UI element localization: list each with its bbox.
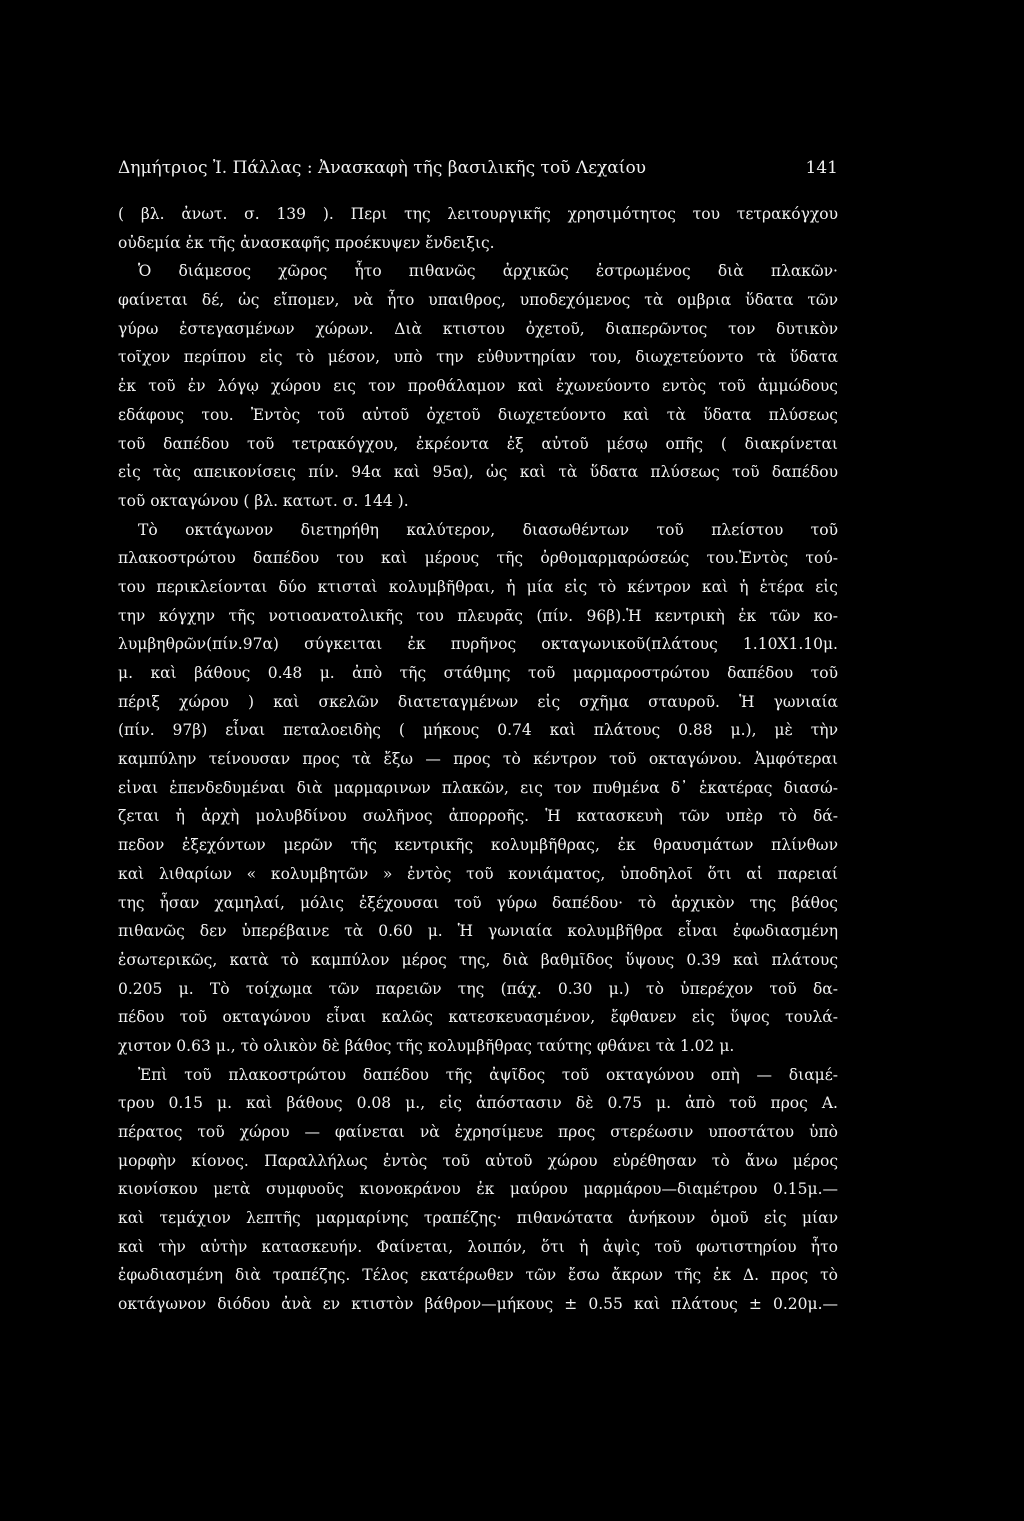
text-line: γύρω ἐστεγασμένων χώρων. Διὰ κτιστου ὀχετοῦ, διαπερῶντος τον δυτικὸν [118, 319, 838, 338]
text-line: (πίν. 97β) εἶναι πεταλοειδὴς ( μήκους 0.74 καὶ πλάτους 0.88 μ.), μὲ τὴν [118, 721, 838, 740]
text-line: τοῖχον περίπου εἰς τὸ μέσον, υπὸ την εὐθυντηρίαν του, διωχετεύοντο τὰ ὕδατα [118, 348, 838, 367]
text-line: Τὸ οκτάγωνον διετηρήθη καλύτερον, διασωθέντων τοῦ πλείστου τοῦ [138, 520, 838, 539]
text-line: εδάφους του. Ἐντὸς τοῦ αὐτοῦ ὀχετοῦ διωχετεύοντο καὶ τὰ ὕδατα πλύσεως [118, 405, 838, 424]
running-title: Δημήτριος Ἰ. Πάλλας : Ἀνασκαφὴ τῆς βασιλικῆς τοῦ Λεχαίου [118, 158, 647, 178]
text-line: καὶ λιθαρίων « κολυμβητῶν » ἐντὸς τοῦ κονιάματος, ὑποδηλοῖ ὅτι αἱ παρειαί [118, 864, 838, 883]
body-text [118, 200, 838, 1319]
text-line: ἐσωτερικῶς, κατὰ τὸ καμπύλον μέρος της, διὰ βαθμῖδος ὕψους 0.39 καὶ πλάτους [118, 950, 838, 969]
text-line: ἐφωδιασμένη διὰ τραπέζης. Τέλος εκατέρωθεν τῶν ἔσω ἄκρων τῆς ἐκ Δ. προς τὸ [118, 1266, 838, 1285]
text-line: οκτάγωνον διόδου ἀνὰ εν κτιστὸν βάθρον—μήκους ± 0.55 καὶ πλάτους ± 0.20μ.— [118, 1295, 838, 1314]
text-line: εἰς τὰς απεικονίσεις πίν. 94α καὶ 95α), ὡς καὶ τὰ ὕδατα πλύσεως τοῦ δαπέδου [118, 463, 838, 482]
text-line: ( βλ. ἀνωτ. σ. 139 ). Περι της λειτουργικῆς χρησιμότητος του τετρακόγχου [118, 205, 838, 223]
text-line: ἐκ τοῦ ἐν λόγῳ χώρου εις τον προθάλαμον καὶ ἐχωνεύοντο εντὸς τοῦ ἀμμώδους [118, 377, 838, 396]
text-line: πλακοστρώτου δαπέδου του καὶ μέρους τῆς ὀρθομαρμαρώσεώς του.Ἐντὸς τού- [118, 549, 838, 568]
text-line: ζεται ἡ ἀρχὴ μολυβδίνου σωλῆνος ἀπορροῆς. Ἡ κατασκευὴ τῶν υπὲρ τὸ δά- [118, 807, 838, 826]
text-line: μ. καὶ βάθους 0.48 μ. ἀπὸ τῆς στάθμης τοῦ μαρμαροστρώτου δαπέδου τοῦ [118, 664, 838, 682]
running-header [118, 153, 838, 183]
text-line: μορφὴν κίονος. Παραλλήλως ἐντὸς τοῦ αὐτοῦ χώρου εὑρέθησαν τὸ ἄνω μέρος [118, 1151, 838, 1170]
text-line: πέδου τοῦ οκταγώνου εἶναι καλῶς κατεσκευασμένον, ἔφθανεν εἰς ὕψος τουλά- [118, 1008, 838, 1027]
text-line: την κόγχην τῆς νοτιοανατολικῆς του πλευρᾶς (πίν. 96β).Ἡ κεντρικὴ ἐκ τῶν κο- [118, 606, 838, 625]
text-line: της ἦσαν χαμηλαί, μόλις ἐξέχουσαι τοῦ γύρω δαπέδου· τὸ ἀρχικὸν της βάθος [118, 893, 838, 912]
text-line: πέρατος τοῦ χώρου — φαίνεται νὰ ἐχρησίμευε προς στερέωσιν υποστάτου ὑπὸ [118, 1123, 838, 1141]
text-line: Ἐπὶ τοῦ πλακοστρώτου δαπέδου τῆς ἀψῖδος τοῦ οκταγώνου οπὴ — διαμέ- [138, 1065, 838, 1084]
text-line: πιθανῶς δεν ὑπερέβαινε τὰ 0.60 μ. Ἡ γωνιαία κολυμβῆθρα εἶναι ἐφωδιασμένη [118, 922, 838, 941]
text-line: φαίνεται δέ, ὡς εἴπομεν, νὰ ἦτο υπαιθρος, υποδεχόμενος τὰ ομβρια ὕδατα τῶν [118, 291, 838, 310]
text-line: εἰναι ἐπενδεδυμέναι διὰ μαρμαρινων πλακῶν, εις τον πυθμένα δ᾽ ἑκατέρας διασώ- [118, 778, 838, 797]
text-line: πεδον ἐξεχόντων μερῶν τῆς κεντρικῆς κολυμβῆθρας, ἐκ θραυσμάτων πλίνθων [118, 836, 838, 855]
text-line: λυμβηθρῶν(πίν.97α) σύγκειται ἐκ πυρῆνος οκταγωνικοῦ(πλάτους 1.10Χ1.10μ. [118, 635, 838, 654]
text-line: τοῦ δαπέδου τοῦ τετρακόγχου, ἐκρέοντα ἐξ αὐτοῦ μέσῳ οπῆς ( διακρίνεται [118, 434, 838, 453]
text-line: καμπύλην τείνουσαν προς τὰ ἔξω — προς τὸ κέντρον τοῦ οκταγώνου. Ἀμφότεραι [118, 750, 838, 769]
text-line: καὶ τὴν αὐτὴν κατασκευήν. Φαίνεται, λοιπόν, ὅτι ἡ ἀψὶς τοῦ φωτιστηρίου ἦτο [118, 1237, 838, 1256]
text-line: τρου 0.15 μ. καὶ βάθους 0.08 μ., εἰς ἀπόστασιν δὲ 0.75 μ. ἀπὸ τοῦ προς Α. [118, 1094, 838, 1113]
text-line: οὐδεμία ἐκ τῆς ἀνασκαφῆς προέκυψεν ἔνδειξις. [118, 233, 495, 252]
text-line: 0.205 μ. Τὸ τοίχωμα τῶν παρειῶν της (πάχ. 0.30 μ.) τὸ ὑπερέχον τοῦ δα- [118, 979, 838, 998]
text-line: κιονίσκου μετὰ συμφυοῦς κιονοκράνου ἐκ μαύρου μαρμάρου—διαμέτρου 0.15μ.— [118, 1180, 838, 1199]
page-number: 141 [805, 158, 838, 178]
text-line: Ὁ διάμεσος χῶρος ἦτο πιθανῶς ἀρχικῶς ἐστρωμένος διὰ πλακῶν· [138, 262, 838, 281]
text-line: τοῦ οκταγώνου ( βλ. κατωτ. σ. 144 ). [118, 491, 409, 510]
text-line: καὶ τεμάχιον λεπτῆς μαρμαρίνης τραπέζης· πιθανώτατα ἀνήκουν ὁμοῦ εἰς μίαν [118, 1209, 838, 1228]
text-line: χιστον 0.63 μ., τὸ ολικὸν δὲ βάθος τῆς κολυμβῆθρας ταύτης φθάνει τὰ 1.02 μ. [118, 1036, 735, 1055]
text-line: του περικλείονται δύο κτισταὶ κολυμβῆθραι, ἡ μία εἰς τὸ κέντρον καὶ ἡ ἑτέρα εἰς [118, 577, 838, 596]
text-line: πέριξ χώρου ) καὶ σκελῶν διατεταγμένων εἰς σχῆμα σταυροῦ. Ἡ γωνιαία [118, 692, 838, 711]
